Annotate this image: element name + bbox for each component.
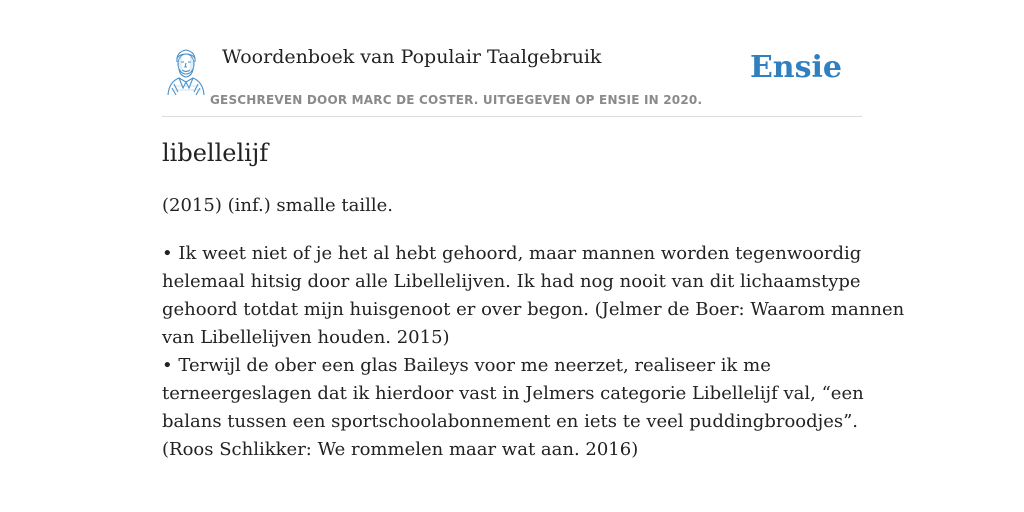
- author-portrait-icon: [164, 46, 208, 96]
- example-line: balans tussen een sportschoolabonnement en iets te veel puddingbroodjes”.: [162, 411, 859, 432]
- author-byline: GESCHREVEN DOOR MARC DE COSTER. UITGEGEVEN OP ENSIE IN 2020.: [210, 93, 703, 107]
- example-line: • Ik weet niet of je het al hebt gehoord, maar mannen worden tegenwoordig: [162, 243, 862, 264]
- example-line: (Roos Schlikker: We rommelen maar wat aan. 2016): [162, 439, 639, 460]
- dictionary-header: [162, 40, 862, 117]
- example-line: van Libellelijven houden. 2015): [162, 327, 450, 348]
- example-line: helemaal hitsig door alle Libellelijven. Ik had nog nooit van dit lichaamstype: [162, 271, 861, 292]
- example-line: terneergeslagen dat ik hierdoor vast in Jelmers categorie Libellelijf val, “een: [162, 383, 864, 404]
- example-line: gehoord totdat mijn huisgenoot er over begon. (Jelmer de Boer: Waarom mannen: [162, 299, 905, 320]
- dictionary-title[interactable]: Woordenboek van Populair Taalgebruik: [222, 46, 602, 68]
- entry-definition: (2015) (inf.) smalle taille.: [162, 195, 393, 216]
- ensie-logo[interactable]: Ensie: [749, 50, 842, 85]
- entry-examples: [162, 240, 905, 464]
- example-line: • Terwijl de ober een glas Baileys voor me neerzet, realiseer ik me: [162, 355, 771, 376]
- entry-headword: libellelijf: [162, 139, 269, 167]
